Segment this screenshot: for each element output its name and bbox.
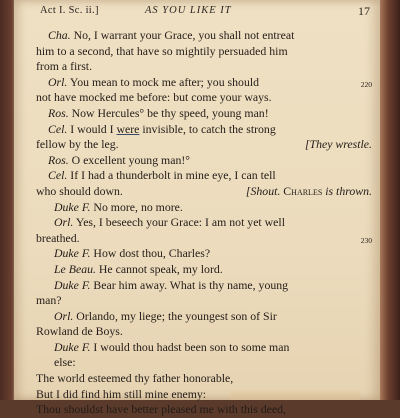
speaker-name: Ros. <box>48 152 69 167</box>
text-line <box>36 168 372 184</box>
line-text: Now Hercules° be thy speed, young man! <box>68 105 269 120</box>
page-number: 17 <box>358 4 370 18</box>
line-text: I would I <box>67 121 117 136</box>
pencil-underlined-word: were <box>116 121 140 136</box>
line-text: else: <box>54 355 76 370</box>
text-line <box>36 184 372 200</box>
line-text: from a first. <box>36 59 93 74</box>
line-text: No more, no more. <box>90 199 183 214</box>
line-number: 230 <box>360 235 372 245</box>
line-text: Yes, I beseech your Grace: I am not yet well <box>73 215 285 230</box>
book-spine-edge <box>380 0 400 400</box>
stage-direction-text: [Shout. <box>245 183 281 198</box>
text-line <box>36 59 372 75</box>
text-line <box>36 28 372 44</box>
speaker-name: Cel. <box>48 121 68 136</box>
line-text: who should down. <box>36 183 123 198</box>
line-text: not have mocked me before: but come your ways. <box>36 90 272 105</box>
stage-direction: [They wrestle. <box>304 137 372 152</box>
text-line <box>36 371 372 387</box>
text-line <box>36 215 372 231</box>
stage-direction <box>246 184 372 200</box>
line-text: You mean to mock me after; you should <box>67 74 260 89</box>
text-line <box>36 309 372 325</box>
speaker-name: Orl. <box>54 308 74 323</box>
text-line <box>36 106 372 122</box>
line-text: Bear him away. What is thy name, young <box>90 277 289 292</box>
book-page <box>14 0 380 417</box>
text-line <box>36 153 372 169</box>
next-page-fold <box>230 390 360 400</box>
speaker-name: Orl. <box>48 74 68 89</box>
line-text: Orlando, my liege; the youngest son of Sir <box>73 308 277 323</box>
line-text: invisible, to catch the strong <box>139 121 276 136</box>
act-scene-label: Act I. Sc. ii.] <box>40 5 99 16</box>
line-text: The world esteemed thy father honorable, <box>36 371 234 386</box>
text-line <box>36 340 372 356</box>
line-text: him to a second, that have so mightily persuaded him <box>36 43 288 58</box>
text-line <box>36 75 372 91</box>
text-line <box>36 246 372 262</box>
speaker-name: Le Beau. <box>54 261 96 276</box>
speaker-name: Duke F. <box>54 339 91 354</box>
text-line <box>36 200 372 216</box>
line-text: fellow by the leg. <box>36 137 119 152</box>
running-title: AS YOU LIKE IT <box>145 5 232 16</box>
line-text: Thou shouldst have better pleased me with this deed, <box>36 402 286 417</box>
text-line <box>36 355 372 371</box>
stage-direction-text: is thrown. <box>322 183 372 198</box>
speaker-name: Duke F. <box>54 246 91 261</box>
text-line <box>36 231 372 247</box>
line-text: How dost thou, Charles? <box>90 246 211 261</box>
line-text: But I did find him still mine enemy: <box>36 386 207 401</box>
text-line <box>36 262 372 278</box>
line-text: man? <box>36 293 62 308</box>
line-text: If I had a thunderbolt in mine eye, I can tell <box>67 168 276 183</box>
speaker-name: Cha. <box>48 28 71 42</box>
text-line <box>36 122 372 138</box>
text-line <box>36 90 372 106</box>
line-text: He cannot speak, my lord. <box>95 261 223 276</box>
line-number: 220 <box>360 79 372 89</box>
line-text: O excellent young man!° <box>68 152 190 167</box>
speaker-name: Orl. <box>54 215 74 230</box>
text-line <box>36 137 372 153</box>
speaker-name: Duke F. <box>54 199 91 214</box>
text-line <box>36 44 372 60</box>
line-text: breathed. <box>36 230 80 245</box>
speaker-name: Ros. <box>48 105 69 120</box>
speaker-name: Duke F. <box>54 277 91 292</box>
text-line <box>36 278 372 294</box>
stage-direction-name: Charles <box>280 183 323 198</box>
text-line <box>36 324 372 340</box>
page-header <box>40 5 370 21</box>
text-line <box>36 293 372 309</box>
line-text: I would thou hadst been son to some man <box>90 339 290 354</box>
play-text <box>36 28 372 418</box>
text-line <box>36 402 372 418</box>
speaker-name: Cel. <box>48 168 68 183</box>
line-text: Rowland de Boys. <box>36 324 123 339</box>
line-text: No, I warrant your Grace, you shall not entreat <box>70 28 295 42</box>
